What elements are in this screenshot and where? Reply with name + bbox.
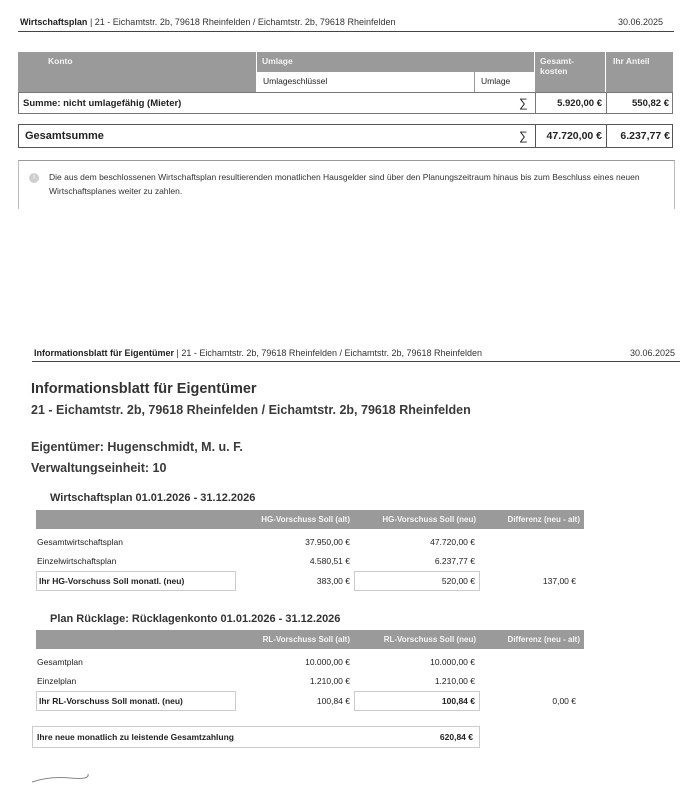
- page2-title: Informationsblatt für Eigentümer: [31, 381, 257, 397]
- wp-col-diff: Differenz (neu - alt): [507, 515, 580, 524]
- wp-row-label: Einzelwirtschaftsplan: [37, 556, 117, 566]
- col-umlage-value: Umlage: [481, 76, 511, 86]
- total-value: 620,84 €: [439, 732, 473, 742]
- col-gesamtkosten: Gesamt- kosten: [540, 56, 575, 76]
- rl-monthly-alt: 100,84 €: [316, 696, 350, 706]
- col-ihr-anteil: Ihr Anteil: [613, 56, 650, 66]
- total-label: Ihre neue monatlich zu leistende Gesamtzahlung: [37, 732, 234, 742]
- wp-row-neu: 47.720,00 €: [430, 537, 475, 547]
- col-umlageschluessel: Umlageschlüssel: [263, 76, 328, 86]
- wp-monthly-diff: 137,00 €: [542, 576, 576, 586]
- rl-row-label: Gesamtplan: [37, 657, 83, 667]
- wp-monthly-neu-box: [354, 571, 480, 591]
- wp-table-header: [36, 510, 584, 529]
- umlage-subheader: [257, 72, 534, 92]
- wp-col-alt: HG-Vorschuss Soll (alt): [261, 515, 350, 524]
- rl-monthly-neu: 100,84 €: [441, 696, 475, 706]
- page2-header-title: Informationsblatt für Eigentümer: [34, 348, 175, 358]
- page2-header-address: | 21 - Eichamtstr. 2b, 79618 Rheinfelden / Eichamtstr. 2b, 79618 Rheinfelden: [176, 348, 483, 358]
- info-icon: i: [29, 173, 39, 183]
- verwaltungseinheit: Verwaltungseinheit: 10: [31, 461, 167, 475]
- page1-table-header: [18, 52, 673, 92]
- summe-row: [18, 92, 673, 114]
- rl-monthly-label: Ihr RL-Vorschuss Soll monatl. (neu): [39, 696, 183, 706]
- page1-header-rule: [18, 31, 674, 32]
- rl-table-header: [36, 630, 584, 649]
- rl-row-label: Einzelplan: [37, 676, 77, 686]
- wp-row-alt: 4.580,51 €: [309, 556, 350, 566]
- gesamtsumme-anteil: 6.237,77 €: [620, 130, 670, 142]
- gesamtsumme-sigma-icon: ∑: [519, 129, 528, 143]
- rl-col-neu: RL-Vorschuss Soll (neu): [383, 635, 476, 644]
- page1-header-date: 30.06.2025: [618, 17, 664, 27]
- wp-row-label: Gesamtwirtschaftsplan: [37, 537, 123, 547]
- wp-monthly-neu: 520,00 €: [441, 576, 475, 586]
- wp-monthly-label-box: [36, 571, 236, 591]
- page2-header-date: 30.06.2025: [630, 348, 676, 358]
- wp-title: Wirtschaftsplan 01.01.2026 - 31.12.2026: [50, 492, 256, 504]
- rl-monthly-label-box: [36, 691, 236, 711]
- rl-row-neu: 10.000,00 €: [430, 657, 475, 667]
- note-box: [18, 160, 675, 209]
- signature-mark: [30, 770, 90, 786]
- wp-monthly-label: Ihr HG-Vorschuss Soll monatl. (neu): [39, 576, 185, 586]
- rl-col-diff: Differenz (neu - alt): [507, 635, 580, 644]
- gesamtsumme-label: Gesamtsumme: [25, 130, 104, 142]
- gesamtsumme-row: [18, 124, 673, 148]
- page2-header: [34, 348, 482, 358]
- rl-col-alt: RL-Vorschuss Soll (alt): [262, 635, 350, 644]
- wp-row-alt: 37.950,00 €: [305, 537, 350, 547]
- page2-subtitle: 21 - Eichamtstr. 2b, 79618 Rheinfelden / Eichamtstr. 2b, 79618 Rheinfelden: [31, 403, 471, 417]
- owner-name: Eigentümer: Hugenschmidt, M. u. F.: [31, 440, 243, 454]
- page2-header-rule: [32, 361, 680, 362]
- total-box: [32, 726, 480, 748]
- rl-row-alt: 1.210,00 €: [309, 676, 350, 686]
- rl-row-neu: 1.210,00 €: [434, 676, 475, 686]
- page1-header-title: Wirtschaftsplan: [20, 17, 88, 27]
- wp-col-neu: HG-Vorschuss Soll (neu): [382, 515, 476, 524]
- summe-label: Summe: nicht umlagefähig (Mieter): [23, 98, 182, 109]
- summe-gesamt: 5.920,00 €: [557, 98, 602, 109]
- page1-header-address: | 21 - Eichamtstr. 2b, 79618 Rheinfelden / Eichamtstr. 2b, 79618 Rheinfelden: [89, 17, 396, 27]
- rl-row-alt: 10.000,00 €: [305, 657, 350, 667]
- col-konto: Konto: [48, 56, 73, 66]
- wp-monthly-alt: 383,00 €: [316, 576, 350, 586]
- note-text: Die aus dem beschlossenen Wirtschaftsplan resultierenden monatlichen Hausgelder sind über den Planungszeitraum hinaus bis zum Beschluss eines neuen Wirtschaftsplanes weiter zu zahlen.: [49, 172, 640, 196]
- summe-sigma-icon: ∑: [519, 96, 528, 110]
- col-umlage: Umlage: [262, 56, 293, 66]
- rl-monthly-diff: 0,00 €: [552, 696, 576, 706]
- gesamtsumme-gesamt: 47.720,00 €: [546, 130, 602, 142]
- wp-row-neu: 6.237,77 €: [434, 556, 475, 566]
- summe-anteil: 550,82 €: [632, 98, 669, 109]
- rl-monthly-neu-box: [354, 691, 480, 711]
- page1-header: [20, 17, 395, 27]
- rl-title: Plan Rücklage: Rücklagenkonto 01.01.2026 - 31.12.2026: [50, 613, 341, 625]
